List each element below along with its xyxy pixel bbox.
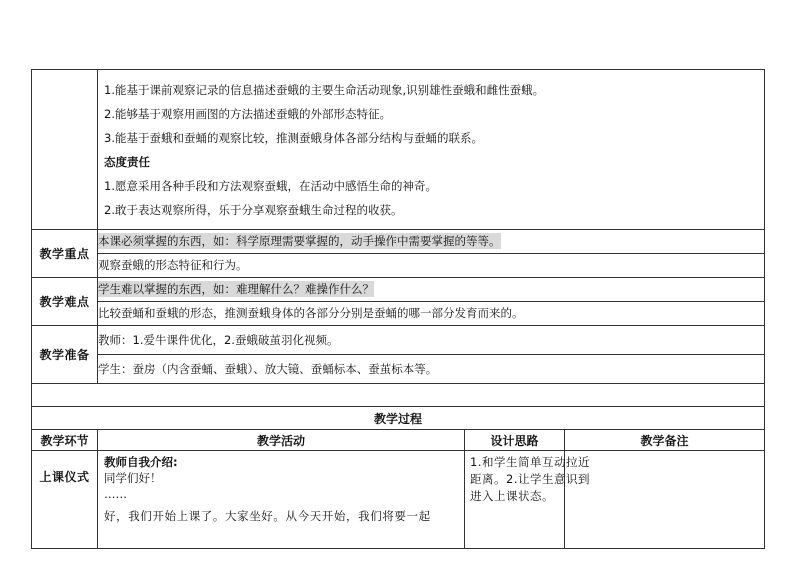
difficulties-hint-row [32, 278, 765, 302]
preparation-student-row [32, 355, 765, 384]
difficulties-hint-cell [98, 278, 765, 302]
objective-line-3: 3.能基于蚕蛾和蚕蛹的观察比较，推测蚕蛾身体各部分结构与蚕蛹的联系。 [104, 130, 483, 145]
process-title: 教学过程 [32, 407, 765, 430]
objective-line-2: 2.能够基于观察用画图的方法描述蚕蛾的外部形态特征。 [104, 106, 391, 121]
activity-heading: 教师自我介绍: [104, 455, 178, 469]
design-line-1: 1.和学生简单互动拉近 [470, 455, 590, 469]
blank-row [32, 384, 765, 407]
column-notes: 教学备注 [565, 430, 765, 451]
key-points-label: 教学重点 [32, 230, 98, 278]
difficulties-label: 教学难点 [32, 278, 98, 326]
objective-line-1: 1.能基于课前观察记录的信息描述蚕蛾的主要生命活动现象,识别雄性蚕蛾和雌性蚕蛾。 [104, 82, 545, 97]
key-points-hint: 本课必须掌握的东西，如：科学原理需要掌握的，动手操作中需要掌握的等等。 [98, 234, 501, 248]
process-notes-cell [565, 451, 765, 549]
preparation-teacher-row [32, 326, 765, 355]
objectives-label-cell [32, 70, 98, 230]
key-points-hint-row [32, 230, 765, 254]
key-points-hint-cell [98, 230, 765, 254]
column-stage: 教学环节 [32, 430, 98, 451]
attitude-heading: 态度责任 [104, 154, 150, 169]
process-design-cell [465, 451, 590, 549]
blank-cell [32, 384, 765, 407]
process-title-row [32, 407, 765, 430]
attitude-line-1: 1.愿意采用各种手段和方法观察蚕蛾，在活动中感悟生命的神奇。 [104, 178, 437, 193]
preparation-teacher: 教师：1.爱牛课件优化，2.蚕蛾破茧羽化视频。 [98, 326, 765, 355]
key-points-content-row [32, 254, 765, 278]
activity-line-1: 同学们好！ [104, 471, 162, 485]
process-columns-row [32, 430, 765, 451]
design-line-2: 距离。2.让学生意识到 [470, 472, 590, 486]
activity-line-3: 好，我们开始上课了。大家坐好。从今天开始，我们将要一起 [104, 509, 431, 523]
difficulties-content-row [32, 302, 765, 326]
preparation-label: 教学准备 [32, 326, 98, 384]
process-row [32, 451, 765, 549]
column-activity: 教学活动 [98, 430, 465, 451]
process-activity-cell [98, 451, 465, 549]
objectives-row [32, 70, 765, 230]
process-stage: 上课仪式 [32, 451, 98, 549]
preparation-student: 学生：蚕房（内含蚕蛹、蚕蛾）、放大镜、蚕蛹标本、蚕茧标本等。 [98, 355, 765, 384]
attitude-line-2: 2.敢于表达观察所得，乐于分享观察蚕蛾生命过程的收获。 [104, 202, 403, 217]
difficulties-hint: 学生难以掌握的东西，如：难理解什么？难操作什么？ [98, 282, 374, 296]
design-line-3: 进入上课状态。 [470, 489, 554, 503]
lesson-plan-table [31, 69, 765, 549]
difficulties-content: 比较蚕蛹和蚕蛾的形态，推测蚕蛾身体的各部分分别是蚕蛹的哪一部分发育而来的。 [98, 302, 765, 326]
key-points-content: 观察蚕蛾的形态特征和行为。 [98, 254, 765, 278]
activity-line-2: …… [104, 487, 127, 501]
objectives-cell [98, 70, 765, 230]
column-design: 设计思路 [465, 430, 565, 451]
